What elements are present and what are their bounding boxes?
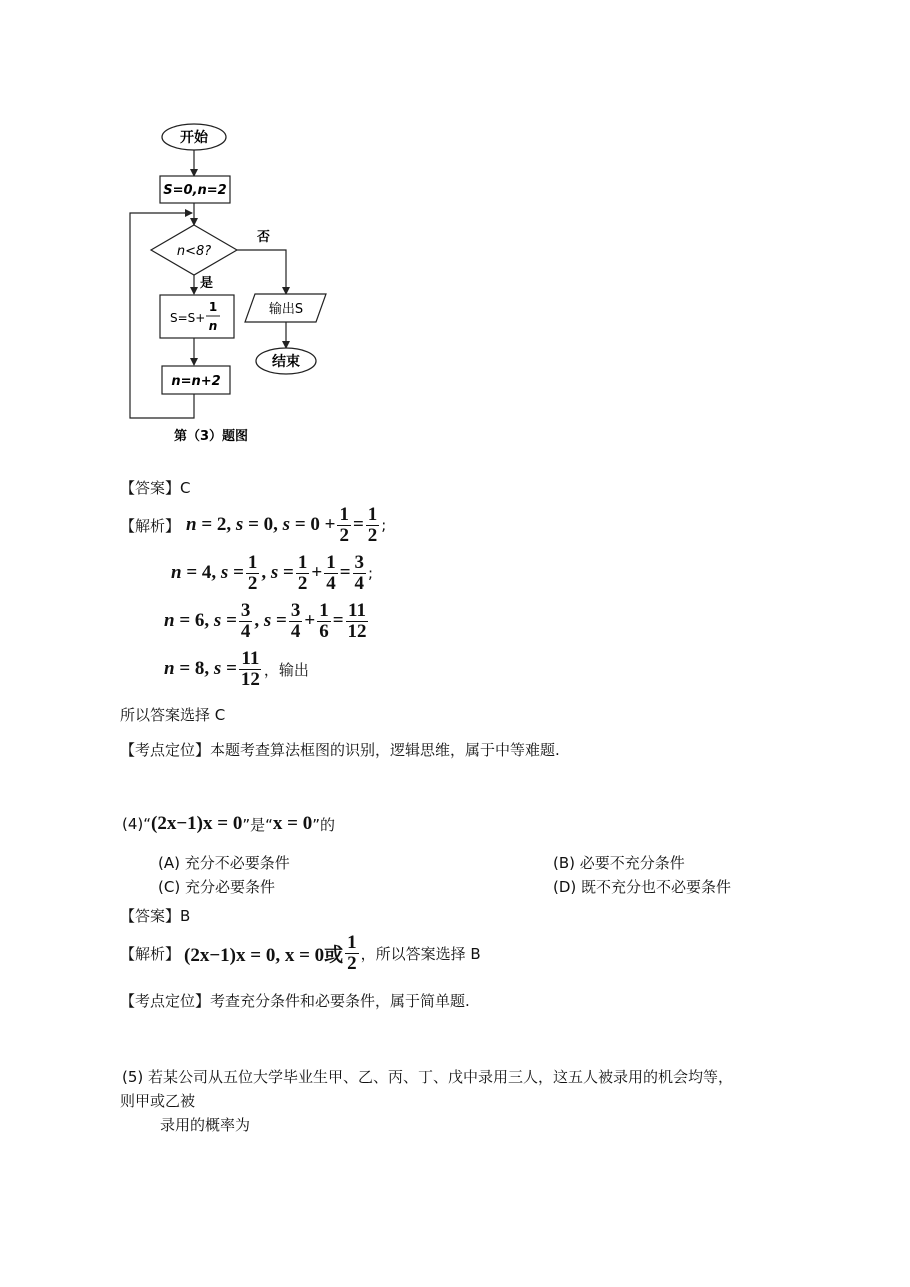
q3-conclusion: 所以答案选择 C <box>120 706 226 724</box>
update-s-den: n <box>208 319 218 333</box>
q4-answer: 【答案】B <box>120 907 191 925</box>
flowchart-caption: 第（3）题图 <box>174 429 249 444</box>
no-label: 否 <box>257 230 271 245</box>
q4-analysis: 【解析】 (2x−1)x = 0, x = 0或 $\frac{1}{2}$ ，所以答案选择 B <box>120 932 481 974</box>
q4-option-c: (C) 充分必要条件 <box>158 878 275 896</box>
q4-option-a: (A) 充分不必要条件 <box>158 854 290 872</box>
update-n-label: n=n+2 <box>171 374 221 389</box>
q3-analysis-line1: 【解析】 n = 2, s = 0, s = 0 + $\frac{1}{2}$ = $\frac{1}{2}$ ; <box>120 504 387 546</box>
q4-option-d: (D) 既不充分也不必要条件 <box>553 878 732 896</box>
q4-stem: (4)“ (2x−1)x = 0 ”是“ x = 0 ”的 <box>122 813 335 834</box>
q3-analysis-line3: n = 6, s = $\frac{3}{4}$ , s = $\frac{3}{4}$ + $\frac{1}{6}$ = $\frac{11}{12}$ <box>164 600 367 642</box>
output-label: 输出S <box>268 302 304 317</box>
condition-label: n<8? <box>176 244 212 259</box>
q5-line1: (5) 若某公司从五位大学毕业生甲、乙、丙、丁、戊中录用三人，这五人被录用的机会均等， <box>122 1068 734 1086</box>
q3-answer: 【答案】C <box>120 479 191 497</box>
init-label: S=0,n=2 <box>163 183 227 198</box>
start-label: 开始 <box>180 130 208 146</box>
end-label: 结束 <box>272 354 300 370</box>
q3-analysis-line2: n = 4, s = $\frac{1}{2}$ , s = $\frac{1}{2}$ + $\frac{1}{4}$ = $\frac{3}{4}$ ; <box>171 552 374 594</box>
q4-kaodian: 【考点定位】考查充分条件和必要条件，属于简单题. <box>120 992 470 1010</box>
q5-line3: 录用的概率为 <box>160 1116 251 1134</box>
yes-label: 是 <box>200 276 214 291</box>
q4-option-b: (B) 必要不充分条件 <box>553 854 685 872</box>
q5-line2: 则甲或乙被 <box>120 1092 196 1110</box>
flowchart <box>120 118 340 448</box>
update-s-prefix: S=S+ <box>170 311 206 325</box>
q3-analysis-line4: n = 8, s = $\frac{11}{12}$ ，输出 <box>164 648 309 690</box>
q3-kaodian: 【考点定位】本题考查算法框图的识别，逻辑思维，属于中等难题. <box>120 741 560 759</box>
update-s-num: 1 <box>208 300 218 314</box>
